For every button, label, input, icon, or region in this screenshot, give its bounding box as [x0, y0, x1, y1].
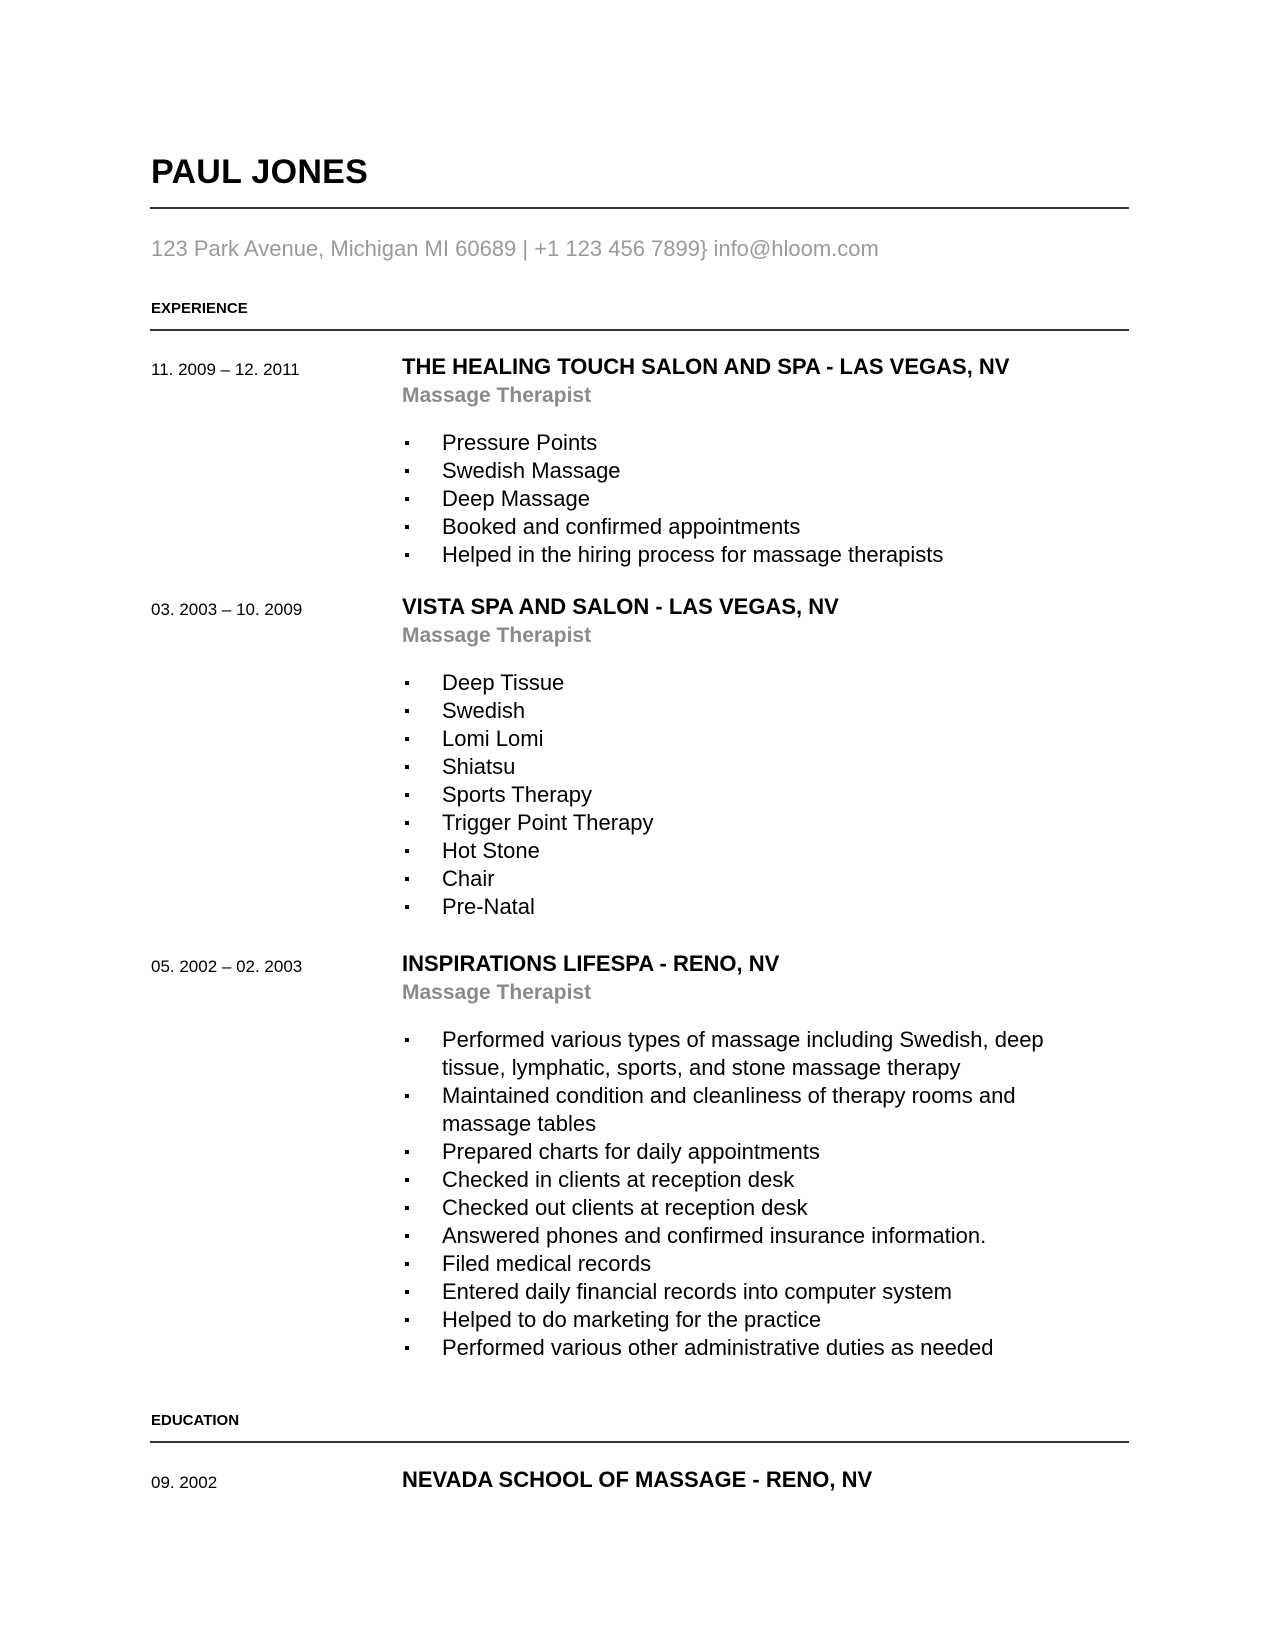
bullet-icon	[405, 1262, 409, 1266]
duty-text: Deep Tissue	[442, 670, 565, 695]
duty-text: Helped to do marketing for the practice	[442, 1307, 822, 1332]
resume-name: PAUL JONES	[151, 153, 369, 191]
education-dates: 09. 2002	[151, 1473, 218, 1492]
list-item	[402, 457, 1102, 485]
duty-text: Checked out clients at reception desk	[442, 1195, 808, 1220]
experience-divider	[150, 329, 1129, 331]
duty-text: Performed various types of massage including Swedish, deep tissue, lymphatic, sports, and stone massage therapy	[442, 1027, 1044, 1080]
job-role: Massage Therapist	[402, 981, 592, 1004]
list-item	[402, 697, 1102, 725]
list-item	[402, 1306, 1102, 1334]
list-item	[402, 1278, 1102, 1306]
duty-text: Lomi Lomi	[442, 726, 544, 751]
list-item	[402, 513, 1102, 541]
bullet-icon	[405, 821, 409, 825]
list-item	[402, 1026, 1102, 1082]
list-item	[402, 1222, 1102, 1250]
list-item	[402, 837, 1102, 865]
job-duties-list	[402, 429, 1102, 569]
bullet-icon	[405, 681, 409, 685]
duty-text: Prepared charts for daily appointments	[442, 1139, 820, 1164]
bullet-icon	[405, 1234, 409, 1238]
education-body	[402, 1466, 1102, 1494]
list-item	[402, 429, 1102, 457]
list-item	[402, 809, 1102, 837]
job-company: THE HEALING TOUCH SALON AND SPA - LAS VEGAS, NV	[402, 354, 1010, 379]
bullet-icon	[405, 877, 409, 881]
bullet-icon	[405, 469, 409, 473]
bullet-icon	[405, 1290, 409, 1294]
job-role: Massage Therapist	[402, 384, 592, 407]
job-dates: 11. 2009 – 12. 2011	[151, 360, 300, 379]
bullet-icon	[405, 1094, 409, 1098]
bullet-icon	[405, 1150, 409, 1154]
bullet-icon	[405, 1318, 409, 1322]
duty-text: Filed medical records	[442, 1251, 652, 1276]
duty-text: Hot Stone	[442, 838, 540, 863]
duty-text: Sports Therapy	[442, 782, 593, 807]
bullet-icon	[405, 849, 409, 853]
duty-text: Maintained condition and cleanliness of therapy rooms and massage tables	[442, 1083, 1016, 1136]
bullet-icon	[405, 1206, 409, 1210]
bullet-icon	[405, 1346, 409, 1350]
list-item	[402, 893, 1102, 921]
job-duties-list	[402, 1026, 1102, 1362]
duty-text: Shiatsu	[442, 754, 516, 779]
bullet-icon	[405, 553, 409, 557]
bullet-icon	[405, 793, 409, 797]
job-body	[402, 593, 1102, 921]
education-school: NEVADA SCHOOL OF MASSAGE - RENO, NV	[402, 1467, 873, 1492]
bullet-icon	[405, 1178, 409, 1182]
duty-text: Performed various other administrative duties as needed	[442, 1335, 994, 1360]
duty-text: Swedish Massage	[442, 458, 621, 483]
job-company: INSPIRATIONS LIFESPA - RENO, NV	[402, 951, 780, 976]
education-divider	[150, 1441, 1129, 1443]
list-item	[402, 541, 1102, 569]
list-item	[402, 753, 1102, 781]
duty-text: Checked in clients at reception desk	[442, 1167, 795, 1192]
bullet-icon	[405, 765, 409, 769]
duty-text: Answered phones and confirmed insurance information.	[442, 1223, 987, 1248]
duty-text: Pressure Points	[442, 430, 598, 455]
bullet-icon	[405, 905, 409, 909]
job-body	[402, 950, 1102, 1362]
list-item	[402, 1334, 1102, 1362]
list-item	[402, 865, 1102, 893]
contact-line: 123 Park Avenue, Michigan MI 60689 | +1 123 456 7899} info@hloom.com	[151, 236, 879, 261]
list-item	[402, 485, 1102, 513]
list-item	[402, 669, 1102, 697]
job-dates: 03. 2003 – 10. 2009	[151, 600, 303, 619]
list-item	[402, 1250, 1102, 1278]
bullet-icon	[405, 441, 409, 445]
bullet-icon	[405, 709, 409, 713]
job-company: VISTA SPA AND SALON - LAS VEGAS, NV	[402, 594, 839, 619]
bullet-icon	[405, 1038, 409, 1042]
duty-text: Chair	[442, 866, 495, 891]
name-divider	[150, 207, 1129, 209]
duty-text: Pre-Natal	[442, 894, 535, 919]
duty-text: Swedish	[442, 698, 526, 723]
list-item	[402, 1194, 1102, 1222]
job-dates: 05. 2002 – 02. 2003	[151, 957, 303, 976]
list-item	[402, 1138, 1102, 1166]
duty-text: Helped in the hiring process for massage therapists	[442, 542, 944, 567]
duty-text: Deep Massage	[442, 486, 590, 511]
list-item	[402, 781, 1102, 809]
list-item	[402, 1166, 1102, 1194]
list-item	[402, 725, 1102, 753]
experience-heading: EXPERIENCE	[151, 300, 248, 317]
duty-text: Booked and confirmed appointments	[442, 514, 801, 539]
job-role: Massage Therapist	[402, 624, 592, 647]
duty-text: Entered daily financial records into computer system	[442, 1279, 952, 1304]
job-duties-list	[402, 669, 1102, 921]
bullet-icon	[405, 737, 409, 741]
education-heading: EDUCATION	[151, 1412, 240, 1429]
bullet-icon	[405, 525, 409, 529]
bullet-icon	[405, 497, 409, 501]
duty-text: Trigger Point Therapy	[442, 810, 654, 835]
job-body	[402, 353, 1102, 569]
list-item	[402, 1082, 1102, 1138]
